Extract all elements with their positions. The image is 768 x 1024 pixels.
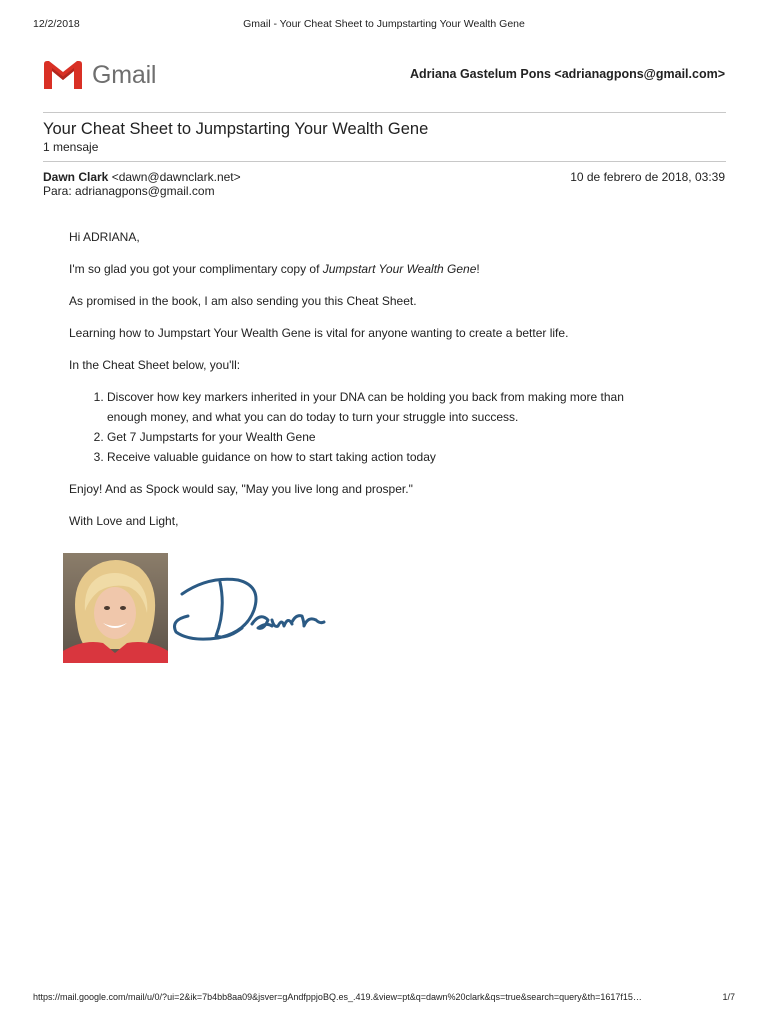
sender-name: Dawn Clark	[43, 170, 109, 184]
list-item: 1. Discover how key markers inherited in your DNA can be holding you back from making more than enough money, and what you can do today to turn your struggle into success.	[107, 387, 629, 427]
handwritten-signature	[168, 570, 333, 650]
thread-divider	[43, 161, 726, 162]
recipient-line: Para: adrianagpons@gmail.com	[43, 184, 215, 198]
paragraph-promise: As promised in the book, I am also sending you this Cheat Sheet.	[69, 294, 417, 308]
gmail-m-icon	[43, 60, 83, 90]
print-date: 12/2/2018	[33, 18, 80, 30]
gmail-logo	[43, 58, 156, 92]
sender-email: <dawn@dawnclark.net>	[111, 170, 241, 184]
print-page-title: Gmail - Your Cheat Sheet to Jumpstarting Your Wealth Gene	[243, 18, 525, 30]
book-title: Jumpstart Your Wealth Gene	[322, 262, 477, 276]
message-body	[69, 227, 629, 543]
sender-line	[43, 170, 241, 184]
paragraph-book-end: !	[476, 262, 480, 276]
thread-subject: Your Cheat Sheet to Jumpstarting Your Wealth Gene	[43, 120, 429, 138]
list-item: 2. Get 7 Jumpstarts for your Wealth Gene	[107, 427, 629, 447]
greeting: Hi ADRIANA,	[69, 230, 140, 244]
paragraph-book-lead: I'm so glad you got your complimentary copy of	[69, 262, 323, 276]
paragraph-intro-list: In the Cheat Sheet below, you'll:	[69, 358, 241, 372]
message-count: 1 mensaje	[43, 140, 99, 154]
message-date: 10 de febrero de 2018, 03:39	[570, 170, 725, 184]
author-photo	[63, 553, 168, 663]
list-item: 3. Receive valuable guidance on how to start taking action today	[107, 447, 629, 467]
paragraph-vital: Learning how to Jumpstart Your Wealth Gene is vital for anyone wanting to create a better life.	[69, 326, 569, 340]
account-identity: Adriana Gastelum Pons <adrianagpons@gmail.com>	[409, 67, 725, 81]
closing: With Love and Light,	[69, 514, 179, 528]
gmail-wordmark: Gmail	[92, 60, 157, 89]
paragraph-book	[69, 259, 629, 279]
cheat-sheet-list	[69, 387, 629, 467]
print-url: https://mail.google.com/mail/u/0/?ui=2&ik=7b4bb8aa09&jsver=gAndfppjoBQ.es_.419.&view=pt&q=dawn%20clark&qs=true&search=query&th=1617f15…	[33, 992, 642, 1002]
paragraph-spock: Enjoy! And as Spock would say, "May you live long and prosper."	[69, 482, 413, 496]
header-divider	[43, 112, 726, 113]
page-number: 1/7	[722, 992, 735, 1002]
